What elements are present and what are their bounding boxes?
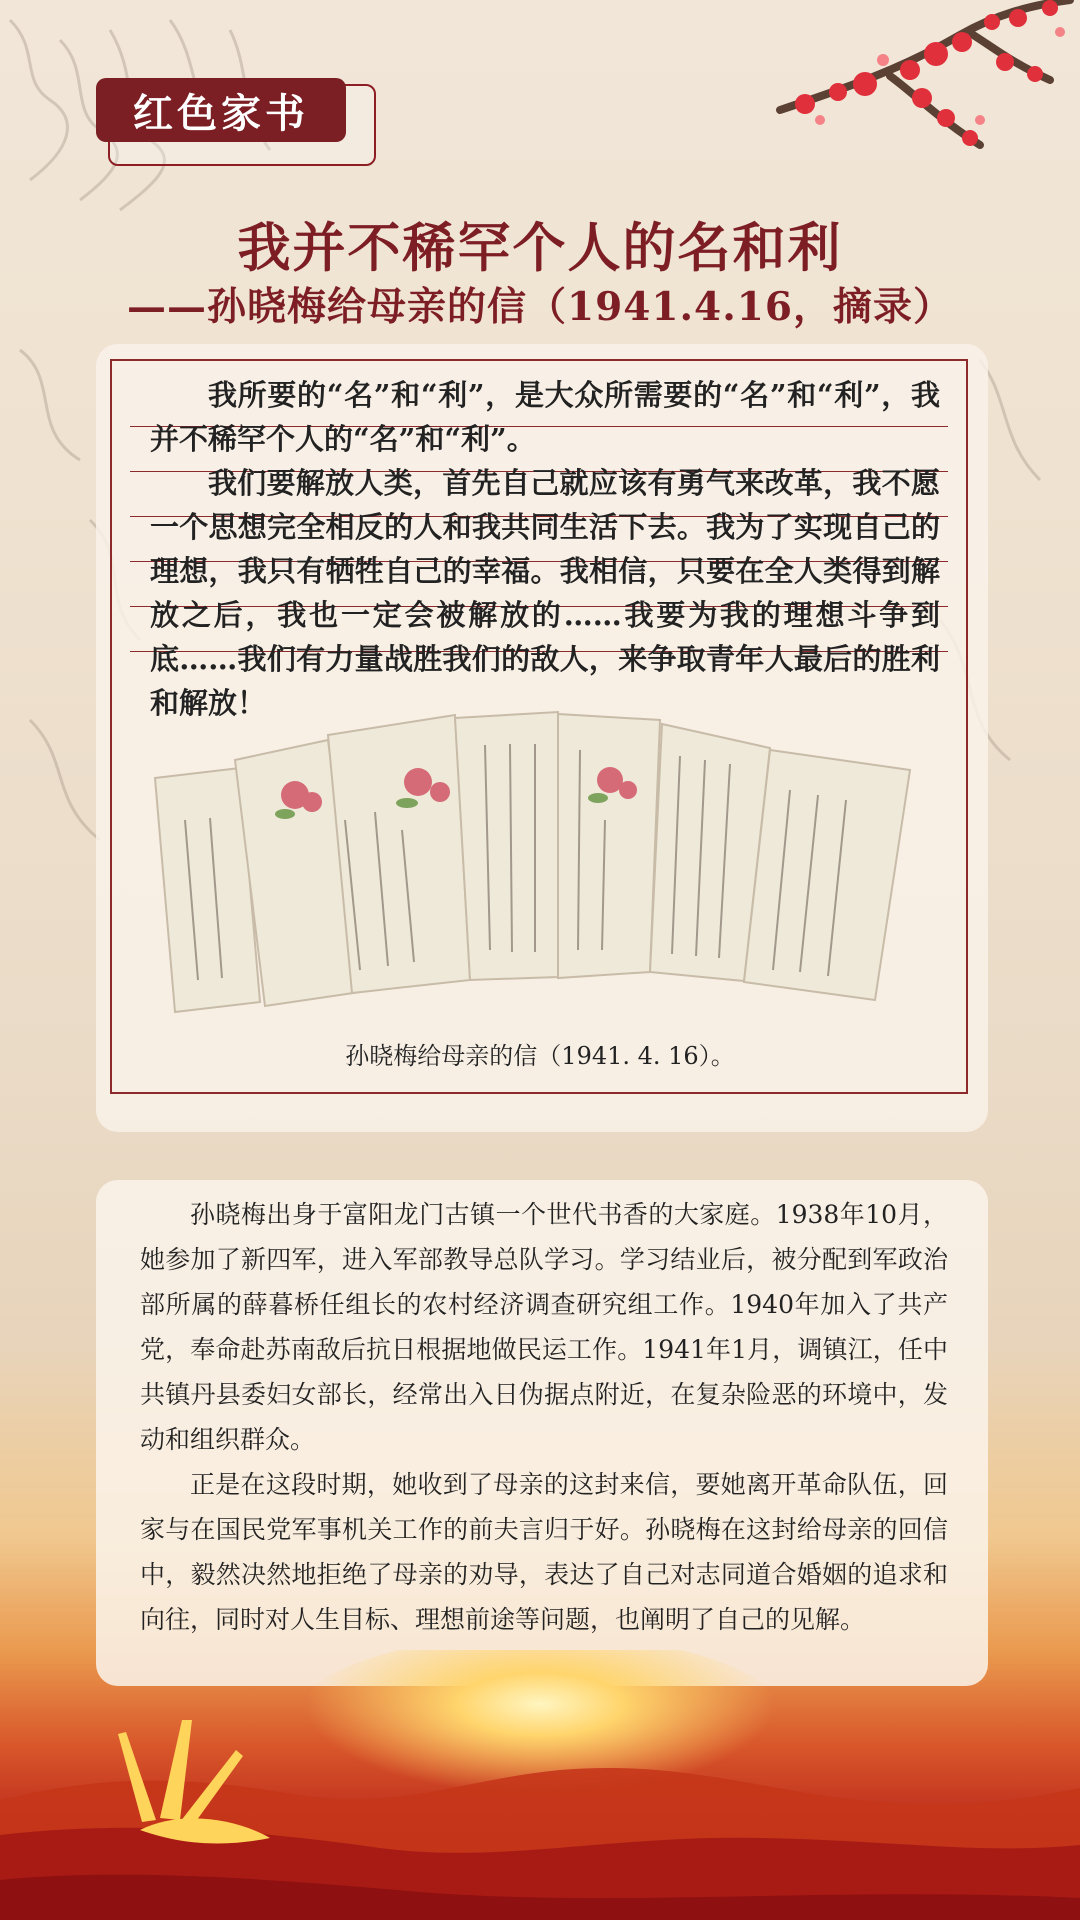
page-subtitle: ——孙晓梅给母亲的信（1941.4.16，摘录） (126, 284, 954, 330)
letter-excerpt (150, 373, 940, 725)
biography-text (140, 1192, 948, 1642)
letter-photo-image (140, 700, 940, 1020)
plum-blossom-icon (750, 0, 1080, 165)
bio-paragraph: 正是在这段时期，她收到了母亲的这封来信，要她离开革命队伍，回家与在国民党军事机关工作的前夫言归于好。孙晓梅在这封给母亲的回信中，毅然决然地拒绝了母亲的劝导，表达了自己对志同道合婚姻的追求和向往，同时对人生目标、理想前途等问题，也阐明了自己的见解。 (140, 1470, 948, 1634)
quote-paragraph: 我所要的“名”和“利”，是大众所需要的“名”和“利”，我并不稀罕个人的“名”和“利”。 (150, 378, 940, 456)
sunrise-landscape (0, 1650, 1080, 1920)
page-title: 我并不稀罕个人的名和利 (237, 217, 843, 279)
section-tag: 红色家书 (96, 78, 346, 142)
quote-paragraph: 我们要解放人类，首先自己就应该有勇气来改革，我不愿一个思想完全相反的人和我共同生活下去。我为了实现自己的理想，我只有牺牲自己的幸福。我相信，只要在全人类得到解放之后，我也一定会被解放的……我要为我的理想斗争到底……我们有力量战胜我们的敌人，来争取青年人最后的胜利和解放！ (150, 466, 940, 720)
photo-caption: 孙晓梅给母亲的信（1941. 4. 16）。 (345, 1042, 735, 1070)
bio-paragraph: 孙晓梅出身于富阳龙门古镇一个世代书香的大家庭。1938年10月，她参加了新四军，进入军部教导总队学习。学习结业后，被分配到军政治部所属的薛暮桥任组长的农村经济调查研究组工作。1940年加入了共产党，奉命赴苏南敌后抗日根据地做民运工作。1941年1月，调镇江，任中共镇丹县委妇女部长，经常出入日伪据点附近，在复杂险恶的环境中，发动和组织群众。 (140, 1200, 948, 1454)
